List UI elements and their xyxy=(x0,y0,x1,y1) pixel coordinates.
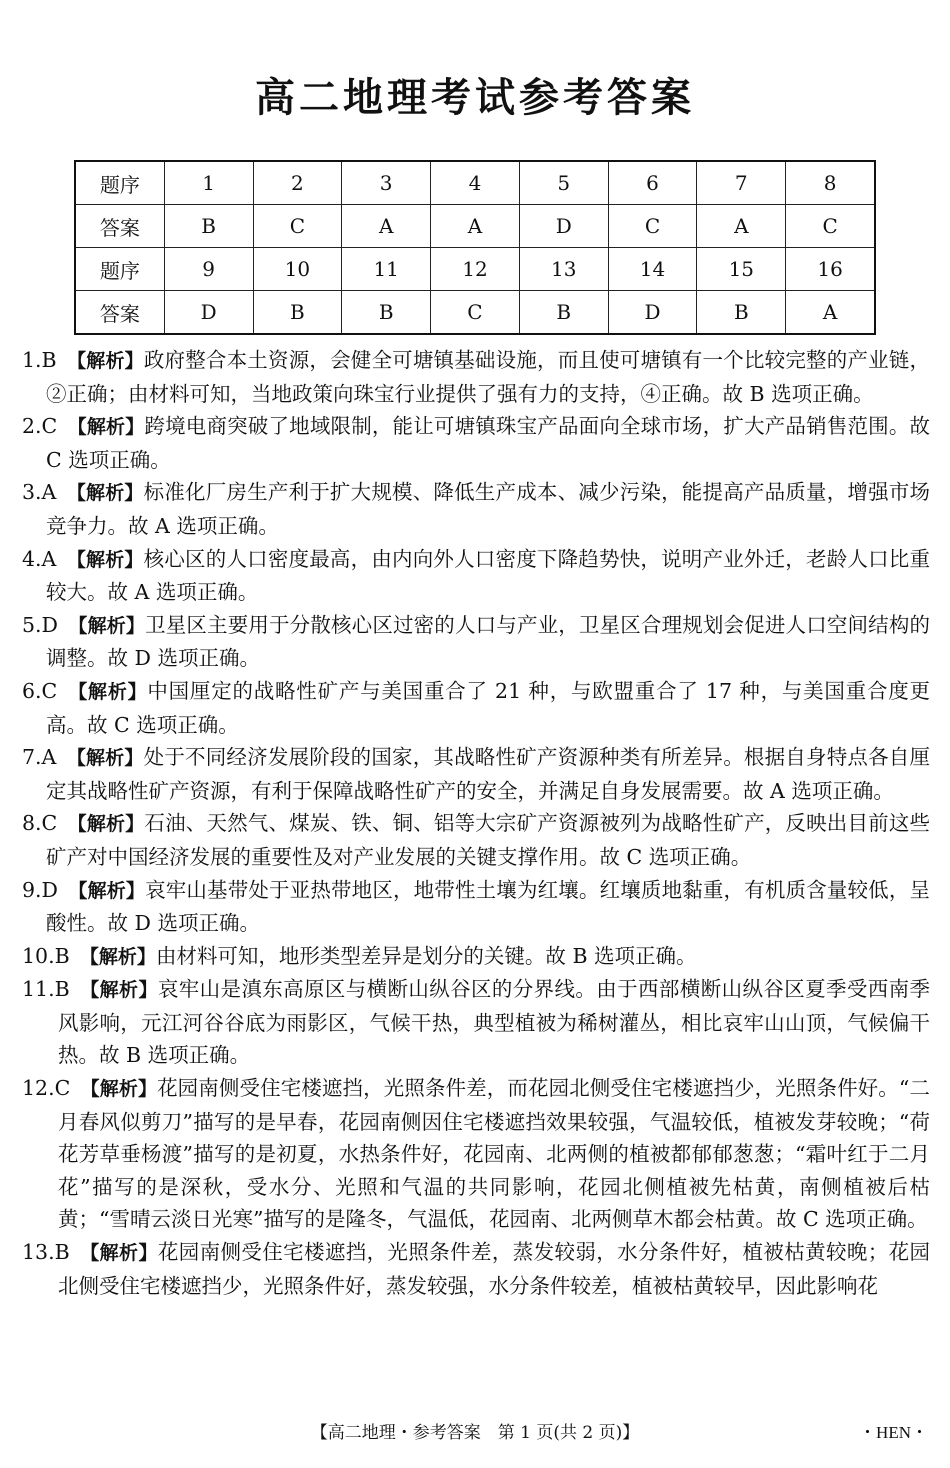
page-footer: 【高二地理・参考答案 第 1 页(共 2 页)】 xyxy=(310,1423,640,1443)
question-answer-number: 6.C xyxy=(22,678,58,703)
question-answer-number: 9.D xyxy=(22,877,58,902)
answer-table-cell: D xyxy=(164,291,253,335)
answer-table-cell: A xyxy=(342,205,431,248)
analysis-text: 处于不同经济发展阶段的国家，其战略性矿产资源种类有所差异。根据自身特点各自厘定其战略性矿产资源，有利于保障战略性矿产的安全，并满足自身发展需要。故 A 选项正确。 xyxy=(46,745,930,803)
explanation-item xyxy=(22,940,930,974)
answer-table-cell: D xyxy=(519,205,608,248)
answer-table-header-cell: 题序 xyxy=(75,161,164,205)
analysis-text: 由材料可知，地形类型差异是划分的关键。故 B 选项正确。 xyxy=(155,943,697,968)
analysis-text: 石油、天然气、煤炭、铁、铜、铝等大宗矿产资源被列为战略性矿产，反映出目前这些矿产对中国经济发展的重要性及对产业发展的关键支撑作用。故 C 选项正确。 xyxy=(46,811,930,869)
answer-table-header-cell: 答案 xyxy=(75,291,164,335)
analysis-label: 【解析】 xyxy=(80,1078,158,1101)
answer-table-header-cell: 题序 xyxy=(75,248,164,291)
question-answer-number: 3.A xyxy=(22,480,57,505)
answer-table-cell: 15 xyxy=(697,248,786,291)
answer-table-row xyxy=(75,205,875,248)
explanation-item xyxy=(22,543,930,609)
analysis-label: 【解析】 xyxy=(66,482,144,505)
answer-table-cell: 9 xyxy=(164,248,253,291)
analysis-text: 哀牢山是滇东高原区与横断山纵谷区的分界线。由于西部横断山纵谷区夏季受西南季风影响，元江河谷谷底为雨影区，气候干热，典型植被为稀树灌丛，相比哀牢山山顶，气候偏干热。故 B 选项正确。 xyxy=(58,977,930,1068)
analysis-text: 标准化厂房生产利于扩大规模、降低生产成本、减少污染，能提高产品质量，增强市场竞争力。故 A 选项正确。 xyxy=(46,480,930,538)
analysis-label: 【解析】 xyxy=(67,680,148,703)
analysis-text: 哀牢山基带处于亚热带地区，地带性土壤为红壤。红壤质地黏重，有机质含量较低，呈酸性。故 D 选项正确。 xyxy=(46,877,930,936)
paper-code: ・HEN・ xyxy=(859,1423,928,1442)
answer-table-cell: 7 xyxy=(697,161,786,205)
explanation-item xyxy=(22,741,930,807)
answer-table-cell: B xyxy=(519,291,608,335)
answer-table-cell: 1 xyxy=(164,161,253,205)
analysis-label: 【解析】 xyxy=(68,614,146,637)
explanation-item xyxy=(22,807,930,873)
answer-table-cell: B xyxy=(164,205,253,248)
analysis-label: 【解析】 xyxy=(66,350,144,372)
answer-table-cell: A xyxy=(786,291,875,335)
question-answer-number: 7.A xyxy=(22,745,57,770)
analysis-text: 核心区的人口密度最高，由内向外人口密度下降趋势快，说明产业外迁，老龄人口比重较大。故 A 选项正确。 xyxy=(46,546,930,605)
answer-table-cell: C xyxy=(253,205,342,248)
analysis-label: 【解析】 xyxy=(66,747,144,770)
explanation-item xyxy=(22,344,930,410)
analysis-text: 花园南侧受住宅楼遮挡，光照条件差，而花园北侧受住宅楼遮挡少，光照条件好。“二月春风似剪刀”描写的是早春，花园南侧因住宅楼遮挡效果较强，气温较低，植被发芽较晚；“荷花芳草垂杨渡”描写的是初夏，水热条件好，花园南、北两侧的植被都郁郁葱葱；“霜叶红于二月花”描写的是深秋，受水分、光照和气温的共同影响，花园北侧植被先枯黄，南侧植被后枯黄；“雪晴云淡日光寒”描写的是隆冬，气温低，花园南、北两侧草木都会枯黄。故 C 选项正确。 xyxy=(58,1076,930,1232)
answer-table-cell: 11 xyxy=(342,248,431,291)
explanation-item xyxy=(22,410,930,476)
answer-table-cell: 6 xyxy=(608,161,697,205)
answer-table-cell: 8 xyxy=(786,161,875,205)
analysis-label: 【解析】 xyxy=(68,879,146,902)
answer-table-header-cell: 答案 xyxy=(75,205,164,248)
answer-table-cell: A xyxy=(431,205,520,248)
answer-table-cell: 14 xyxy=(608,248,697,291)
answer-table-cell: C xyxy=(431,291,520,335)
analysis-label: 【解析】 xyxy=(67,813,145,836)
answer-table-row xyxy=(75,248,875,291)
answer-table-cell: 12 xyxy=(431,248,520,291)
analysis-text: 跨境电商突破了地域限制，能让可塘镇珠宝产品面向全球市场，扩大产品销售范围。故 C 选项正确。 xyxy=(46,414,930,472)
answer-table-cell: 10 xyxy=(253,248,342,291)
analysis-label: 【解析】 xyxy=(79,1242,158,1265)
explanation-list xyxy=(22,344,930,1302)
analysis-label: 【解析】 xyxy=(79,945,156,968)
question-answer-number: 13.B xyxy=(22,1240,70,1265)
explanation-item xyxy=(22,675,930,741)
explanation-item xyxy=(22,1236,930,1302)
analysis-label: 【解析】 xyxy=(66,548,144,571)
explanation-item xyxy=(22,973,930,1072)
analysis-label: 【解析】 xyxy=(67,416,145,439)
analysis-text: 中国厘定的战略性矿产与美国重合了 21 种，与欧盟重合了 17 种，与美国重合度更高。故 C 选项正确。 xyxy=(46,678,930,737)
question-answer-number: 11.B xyxy=(22,977,70,1002)
question-answer-number: 8.C xyxy=(22,811,58,836)
answer-table-cell: 2 xyxy=(253,161,342,205)
explanation-item xyxy=(22,476,930,542)
answer-table-cell: D xyxy=(608,291,697,335)
answer-table-cell: 4 xyxy=(431,161,520,205)
explanation-item xyxy=(22,874,930,940)
answer-table-row xyxy=(75,161,875,205)
question-answer-number: 12.C xyxy=(22,1076,71,1101)
explanation-item xyxy=(22,609,930,675)
answer-table-cell: 3 xyxy=(342,161,431,205)
answer-table-cell: A xyxy=(697,205,786,248)
analysis-label: 【解析】 xyxy=(79,979,158,1002)
answer-table-cell: 16 xyxy=(786,248,875,291)
answer-table-cell: B xyxy=(253,291,342,335)
answer-table-cell: 5 xyxy=(519,161,608,205)
answer-table-row xyxy=(75,291,875,335)
answer-table-cell: 13 xyxy=(519,248,608,291)
question-answer-number: 5.D xyxy=(22,612,58,637)
page-title: 高二地理考试参考答案 xyxy=(255,75,695,121)
question-answer-number: 2.C xyxy=(22,414,58,439)
analysis-text: 政府整合本土资源，会健全可塘镇基础设施，而且使可塘镇有一个比较完整的产业链，②正确；由材料可知，当地政策向珠宝行业提供了强有力的支持，④正确。故 B 选项正确。 xyxy=(46,348,930,406)
answer-table-cell: B xyxy=(342,291,431,335)
question-answer-number: 10.B xyxy=(22,943,70,968)
answer-table xyxy=(74,160,876,335)
answer-table-cell: C xyxy=(786,205,875,248)
analysis-text: 花园南侧受住宅楼遮挡，光照条件差，蒸发较弱，水分条件好，植被枯黄较晚；花园北侧受住宅楼遮挡少，光照条件好，蒸发较强，水分条件较差，植被枯黄较早，因此影响花 xyxy=(58,1240,930,1298)
explanation-item xyxy=(22,1072,930,1236)
answer-table-cell: C xyxy=(608,205,697,248)
analysis-text: 卫星区主要用于分散核心区过密的人口与产业，卫星区合理规划会促进人口空间结构的调整。故 D 选项正确。 xyxy=(46,612,930,671)
question-answer-number: 4.A xyxy=(22,546,57,571)
question-answer-number: 1.B xyxy=(22,348,57,372)
answer-table-cell: B xyxy=(697,291,786,335)
